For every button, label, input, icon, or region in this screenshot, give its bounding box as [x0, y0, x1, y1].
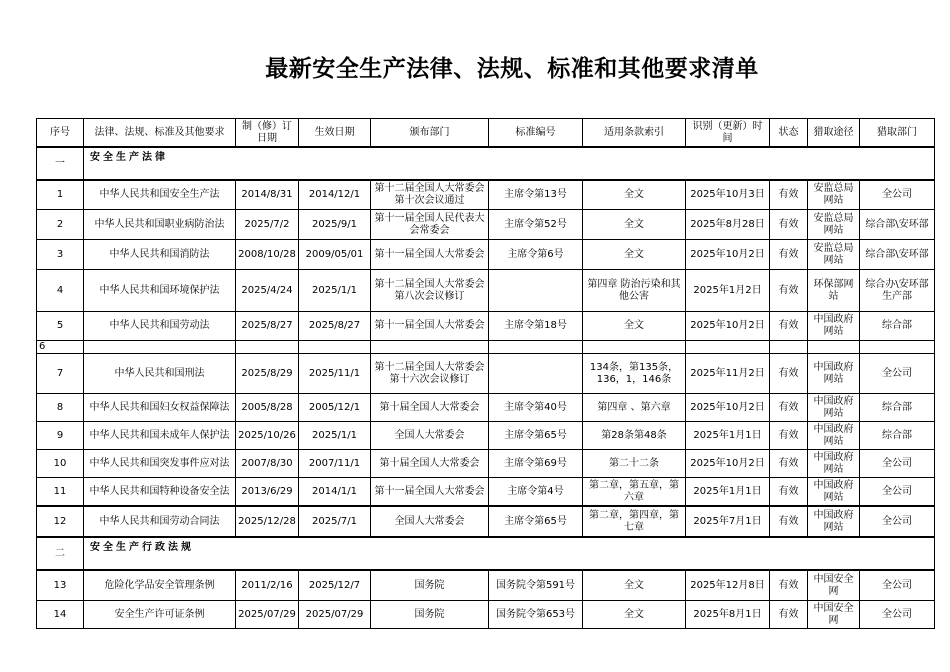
table-cell [489, 270, 583, 312]
table-cell: 主席令第52号 [489, 210, 583, 240]
table-cell: 2025年1月1日 [686, 422, 770, 450]
document-title: 最新安全生产法律、法规、标准和其他要求清单 [265, 56, 759, 82]
table-cell: 第十一届全国人大常委会 [371, 312, 489, 341]
column-header: 标准编号 [489, 119, 583, 148]
column-header: 适用条款索引 [583, 119, 686, 148]
table-cell: 第四章 防治污染和其他公害 [583, 270, 686, 312]
table-cell: 6 [37, 341, 84, 354]
table-row [37, 422, 935, 450]
table-row [37, 394, 935, 422]
table-cell: 第十一届全国人大常委会 [371, 478, 489, 507]
table-cell: 中国安全网 [808, 570, 860, 601]
table-cell: 安全生产许可证条例 [84, 601, 236, 629]
table-cell: 国务院令第653号 [489, 601, 583, 629]
table-cell: 综合部\安环部 [860, 210, 935, 240]
column-header: 法律、法规、标准及其他要求 [84, 119, 236, 148]
table-cell: 有效 [770, 394, 808, 422]
table-cell: 第二章，第四章，第七章 [583, 506, 686, 537]
table-cell: 主席令第13号 [489, 180, 583, 210]
table-cell: 安监总局网站 [808, 240, 860, 270]
table-cell: 国务院令第591号 [489, 570, 583, 601]
table-row [37, 570, 935, 601]
table-cell: 中国政府网站 [808, 312, 860, 341]
table-row [37, 341, 935, 354]
table-cell: 中国政府网站 [808, 506, 860, 537]
table-cell: 2025年8月28日 [686, 210, 770, 240]
table-cell: 国务院 [371, 601, 489, 629]
table-cell [489, 341, 583, 354]
table-cell: 2025年1月2日 [686, 270, 770, 312]
section-title: 安全生产法律 [84, 147, 935, 180]
table-cell: 1 [37, 180, 84, 210]
table-cell: 全公司 [860, 450, 935, 478]
table-cell: 2025年10月2日 [686, 312, 770, 341]
table-cell: 主席令第69号 [489, 450, 583, 478]
table-cell: 综合部\安环部 [860, 240, 935, 270]
table-cell: 中华人民共和国环境保护法 [84, 270, 236, 312]
table-cell: 第十一届全国人民代表大会常委会 [371, 210, 489, 240]
table-cell: 有效 [770, 312, 808, 341]
table-row [37, 210, 935, 240]
table-cell: 2007/8/30 [236, 450, 299, 478]
table-cell [686, 341, 770, 354]
table-cell: 2025年10月2日 [686, 394, 770, 422]
table-cell: 中华人民共和国刑法 [84, 354, 236, 394]
table-cell: 有效 [770, 354, 808, 394]
table-cell: 第十届全国人大常委会 [371, 394, 489, 422]
table-cell: 2008/10/28 [236, 240, 299, 270]
section-title: 安全生产行政法规 [84, 537, 935, 570]
table-cell: 2011/2/16 [236, 570, 299, 601]
table-cell: 有效 [770, 570, 808, 601]
table-body [37, 119, 935, 629]
table-cell: 2025/12/28 [236, 506, 299, 537]
table-cell [371, 341, 489, 354]
table-cell: 有效 [770, 210, 808, 240]
table-cell: 全公司 [860, 506, 935, 537]
table-cell: 中华人民共和国特种设备安全法 [84, 478, 236, 507]
table-cell: 危险化学品安全管理条例 [84, 570, 236, 601]
table-cell: 2025年12月8日 [686, 570, 770, 601]
table-cell: 2025/07/29 [236, 601, 299, 629]
table-cell: 综合部 [860, 312, 935, 341]
table-cell: 主席令第65号 [489, 506, 583, 537]
table-cell: 第二章，第五章，第六章 [583, 478, 686, 507]
table-cell: 全文 [583, 312, 686, 341]
table-cell: 全文 [583, 601, 686, 629]
table-row [37, 601, 935, 629]
table-cell [299, 341, 371, 354]
table-cell: 主席令第18号 [489, 312, 583, 341]
table-cell: 2025年10月2日 [686, 450, 770, 478]
table-cell: 环保部网站 [808, 270, 860, 312]
table-cell: 中华人民共和国突发事件应对法 [84, 450, 236, 478]
table-cell: 主席令第4号 [489, 478, 583, 507]
table-cell [808, 341, 860, 354]
table-cell: 2007/11/1 [299, 450, 371, 478]
table-cell: 中华人民共和国安全生产法 [84, 180, 236, 210]
table-cell: 有效 [770, 180, 808, 210]
table-row [37, 312, 935, 341]
table-cell: 全公司 [860, 601, 935, 629]
table-cell: 11 [37, 478, 84, 507]
table-cell: 2025/1/1 [299, 422, 371, 450]
table-cell: 全文 [583, 180, 686, 210]
table-cell: 综合部 [860, 422, 935, 450]
table-cell: 综合部 [860, 394, 935, 422]
table-cell: 第十一届全国人大常委会 [371, 240, 489, 270]
table-cell: 全公司 [860, 570, 935, 601]
section-number: 一 [37, 147, 84, 180]
table-cell: 主席令第40号 [489, 394, 583, 422]
table-cell: 2005/12/1 [299, 394, 371, 422]
table-cell: 2014/8/31 [236, 180, 299, 210]
table-cell: 中华人民共和国劳动合同法 [84, 506, 236, 537]
table-row [37, 240, 935, 270]
table-cell: 14 [37, 601, 84, 629]
table-cell: 主席令第65号 [489, 422, 583, 450]
table-cell: 中国政府网站 [808, 450, 860, 478]
table-cell: 第28条第48条 [583, 422, 686, 450]
table-cell: 2025/8/29 [236, 354, 299, 394]
table-cell: 2025年10月3日 [686, 180, 770, 210]
table-cell: 第十届全国人大常委会 [371, 450, 489, 478]
regulations-table [36, 118, 935, 629]
table-cell: 2009/05/01 [299, 240, 371, 270]
table-row [37, 180, 935, 210]
table-cell: 4 [37, 270, 84, 312]
table-row [37, 506, 935, 537]
table-cell [489, 354, 583, 394]
table-cell: 2025年8月1日 [686, 601, 770, 629]
table-cell: 中国政府网站 [808, 354, 860, 394]
table-cell: 2013/6/29 [236, 478, 299, 507]
table-cell: 2 [37, 210, 84, 240]
section-row [37, 147, 935, 180]
table-cell: 有效 [770, 450, 808, 478]
table-cell [860, 341, 935, 354]
table-cell: 第二十二条 [583, 450, 686, 478]
column-header: 颁布部门 [371, 119, 489, 148]
column-header: 制（修）订日期 [236, 119, 299, 148]
table-cell: 中华人民共和国妇女权益保障法 [84, 394, 236, 422]
table-cell: 13 [37, 570, 84, 601]
table-cell: 全国人大常委会 [371, 422, 489, 450]
table-cell: 2025/9/1 [299, 210, 371, 240]
table-cell: 2025/8/27 [299, 312, 371, 341]
table-cell: 9 [37, 422, 84, 450]
table-cell: 全文 [583, 210, 686, 240]
table-cell: 2025/07/29 [299, 601, 371, 629]
table-cell: 主席令第6号 [489, 240, 583, 270]
table-cell: 2014/1/1 [299, 478, 371, 507]
table-cell: 2025/7/2 [236, 210, 299, 240]
table-cell: 安监总局网站 [808, 180, 860, 210]
table-cell: 有效 [770, 601, 808, 629]
table-cell: 2025/7/1 [299, 506, 371, 537]
table-cell: 综合办\安环部生产部 [860, 270, 935, 312]
table-cell: 第四章 、第六章 [583, 394, 686, 422]
column-header: 生效日期 [299, 119, 371, 148]
table-cell: 2025/1/1 [299, 270, 371, 312]
table-cell: 中国政府网站 [808, 394, 860, 422]
table-cell: 2025/8/27 [236, 312, 299, 341]
table-cell: 全文 [583, 570, 686, 601]
table-cell: 全公司 [860, 180, 935, 210]
table-cell: 中华人民共和国未成年人保护法 [84, 422, 236, 450]
table-row [37, 450, 935, 478]
table-cell [770, 341, 808, 354]
table-row [37, 354, 935, 394]
table-cell: 第十二届全国人大常委会第十六次会议修订 [371, 354, 489, 394]
table-cell: 2025年7月1日 [686, 506, 770, 537]
table-cell: 2025年10月2日 [686, 240, 770, 270]
table-cell: 中国安全网 [808, 601, 860, 629]
table-cell: 2025/12/7 [299, 570, 371, 601]
table-cell: 2025/10/26 [236, 422, 299, 450]
table-row [37, 270, 935, 312]
table-cell: 12 [37, 506, 84, 537]
table-cell: 中华人民共和国消防法 [84, 240, 236, 270]
table-cell: 全国人大常委会 [371, 506, 489, 537]
table-row [37, 478, 935, 507]
table-cell: 2014/12/1 [299, 180, 371, 210]
table-cell [84, 341, 236, 354]
table-cell: 全公司 [860, 354, 935, 394]
table-cell: 中国政府网站 [808, 478, 860, 507]
table-cell: 2025/11/1 [299, 354, 371, 394]
section-row [37, 537, 935, 570]
column-header: 猎取途径 [808, 119, 860, 148]
table-cell: 国务院 [371, 570, 489, 601]
table-cell: 7 [37, 354, 84, 394]
column-header: 状态 [770, 119, 808, 148]
table-cell: 2025年1月1日 [686, 478, 770, 507]
table-cell: 中华人民共和国劳动法 [84, 312, 236, 341]
table-cell [236, 341, 299, 354]
table-cell: 第十二届全国人大常委会第八次会议修订 [371, 270, 489, 312]
table-cell: 134条，第135条，136，1，146条 [583, 354, 686, 394]
table-cell: 有效 [770, 240, 808, 270]
table-cell: 有效 [770, 506, 808, 537]
table-cell: 有效 [770, 422, 808, 450]
table-cell: 10 [37, 450, 84, 478]
table-cell: 全文 [583, 240, 686, 270]
table-cell: 中国政府网站 [808, 422, 860, 450]
column-header: 识别（更新）时间 [686, 119, 770, 148]
table-cell: 中华人民共和国职业病防治法 [84, 210, 236, 240]
table-cell: 3 [37, 240, 84, 270]
table-cell [583, 341, 686, 354]
table-cell: 2005/8/28 [236, 394, 299, 422]
column-header: 序号 [37, 119, 84, 148]
table-cell: 安监总局网站 [808, 210, 860, 240]
table-cell: 2025年11月2日 [686, 354, 770, 394]
table-cell: 有效 [770, 478, 808, 507]
table-cell: 2025/4/24 [236, 270, 299, 312]
header-row [37, 119, 935, 148]
table-cell: 有效 [770, 270, 808, 312]
table-cell: 全公司 [860, 478, 935, 507]
table-cell: 8 [37, 394, 84, 422]
section-number: 二 [37, 537, 84, 570]
table-cell: 第十二届全国人大常委会第十次会议通过 [371, 180, 489, 210]
table-cell: 5 [37, 312, 84, 341]
column-header: 猎取部门 [860, 119, 935, 148]
